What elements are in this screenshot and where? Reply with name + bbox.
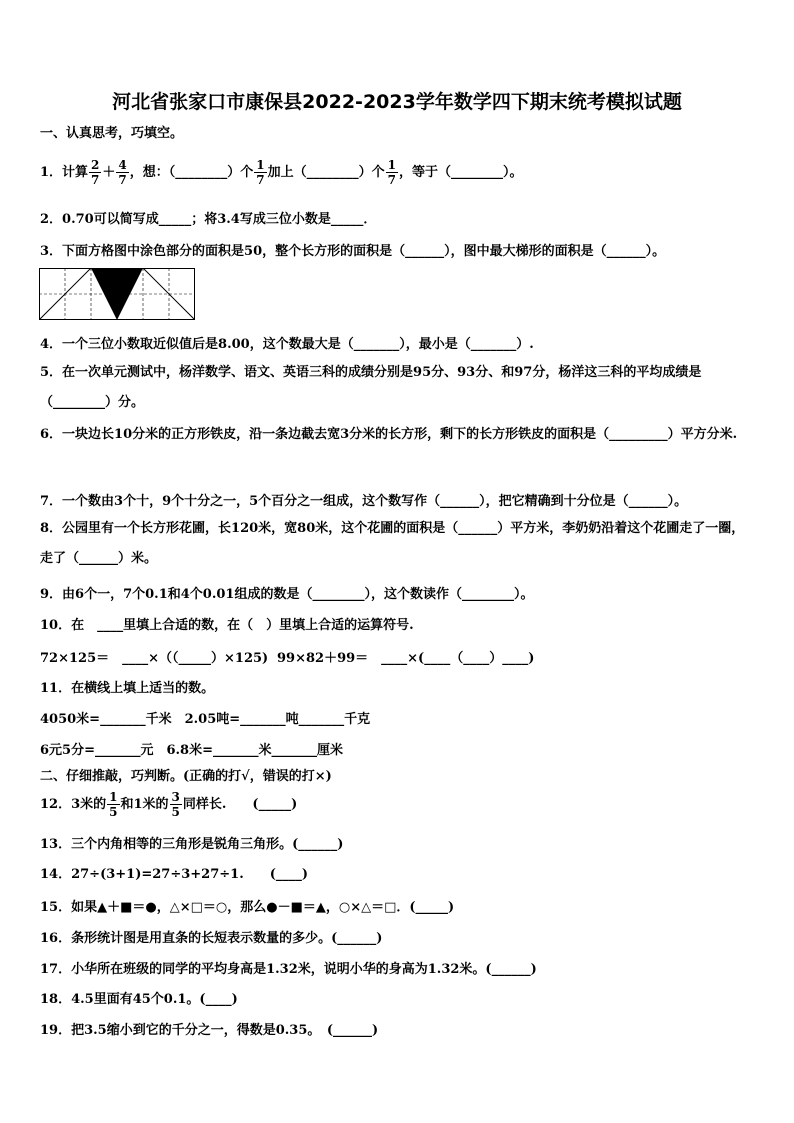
question-5: 5．在一次单元测试中，杨洋数学、语文、英语三科的成绩分别是95分、93分、和97分，杨洋这三科的平均成绩是（________）分。: [40, 365, 702, 410]
question-13: 13．三个内角相等的三角形是锐角三角形。(______): [40, 837, 344, 852]
question-10: 10．在 ____里填上合适的数，在（ ）里填上合适的运算符号.: [40, 618, 414, 633]
section-heading-2: 二、仔细推敲，巧判断。(正确的打√，错误的打×): [40, 769, 332, 784]
question-6: 6．一块边长10分米的正方形铁皮，沿一条边截去宽3分米的长方形，剩下的长方形铁皮的面积是（_________）平方分米.: [40, 427, 738, 442]
question-17: 17．小华所在班级的同学的平均身高是1.32米，说明小华的身高为1.32米。(______): [40, 962, 537, 977]
section-heading-1: 一、认真思考，巧填空。: [40, 126, 184, 141]
fraction: $\frac{1}{7}$: [256, 158, 265, 187]
question-9: 9．由6个一，7个0.1和4个0.01组成的数是（________），这个数读作（________）。: [40, 587, 534, 602]
question-7: 7．一个数由3个十，9个十分之一，5个百分之一组成，这个数写作（______），把它精确到十分位是（______）。: [40, 494, 688, 509]
question-12: 12．3米的 $\frac{1}{5}$ 和1米的 $\frac{3}{5}$ 同样长. (_____): [40, 790, 298, 819]
question-8: 8．公园里有一个长方形花圃，长120米，宽80米，这个花圃的面积是（______）平方米，李奶奶沿着这个花圃走了一圈，走了（______）米。: [40, 521, 745, 566]
question-1: 1．计算 $\frac{2}{7}$ ＋ $\frac{4}{7}$ ，想：（________）个 $\frac{1}{7}$ 加上（________）个 $\frac{1}{7}$ ，等于（________）。: [40, 158, 523, 187]
fraction: $\frac{1}{5}$: [109, 790, 118, 819]
question-4: 4．一个三位小数取近似值后是8.00，这个数最大是（_______），最小是（_______）.: [40, 337, 534, 352]
fraction: $\frac{1}{7}$: [387, 158, 397, 187]
grid-figure: [39, 268, 195, 320]
fraction: $\frac{3}{5}$: [171, 790, 180, 819]
question-15: 15．如果▲＋■＝●，△×□＝○，那么●－■＝▲，○×△＝□．(_____): [40, 900, 455, 915]
question-10a: 72×125＝ ____×（（_____）×125): [40, 651, 269, 666]
question-2: 2．0.70可以简写成_____；将3.4写成三位小数是_____．: [40, 212, 377, 227]
question-18: 18．4.5里面有45个0.1。(____): [40, 992, 238, 1007]
question-11a: 4050米=_______千米 2.05吨=_______吨_______千克: [40, 712, 371, 727]
question-11b: 6元5分=_______元 6.8米=_______米_______厘米: [40, 743, 343, 758]
question-19: 19．把3.5缩小到它的千分之一，得数是0.35。 (______): [40, 1023, 379, 1038]
page-title: 河北省张家口市康保县2022-2023学年数学四下期末统考模拟试题: [112, 91, 682, 113]
question-10b: 99×82＋99＝ ____×(____（____）____): [277, 651, 535, 666]
fraction: $\frac{4}{7}$: [118, 158, 127, 187]
question-16: 16．条形统计图是用直条的长短表示数量的多少。(______): [40, 931, 383, 946]
fraction: $\frac{2}{7}$: [91, 158, 100, 187]
question-3: 3．下面方格图中涂色部分的面积是50，整个长方形的面积是（______），图中最大梯形的面积是（______）。: [40, 244, 666, 259]
question-11: 11．在横线上填上适当的数。: [40, 681, 215, 696]
question-14: 14．27÷(3+1)=27÷3+27÷1. (____): [40, 867, 309, 882]
